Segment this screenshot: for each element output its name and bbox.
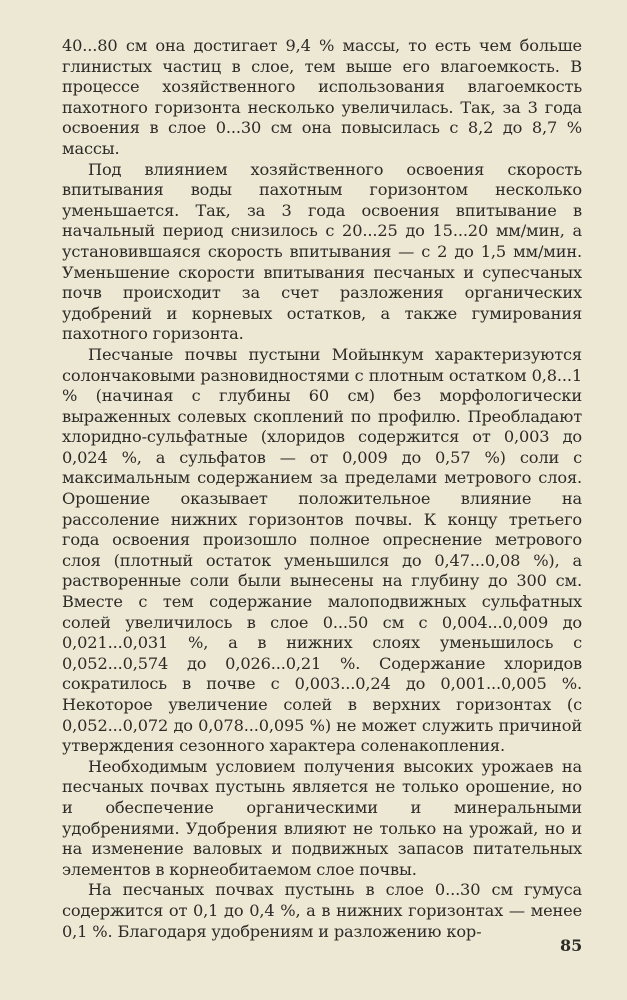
paragraph-2: Под влиянием хозяйственного освоения скорость впитывания воды пахотным горизонтом несколько уменьшается. Так, за 3 года освоения впитывание в начальный период снизилось с 20...25 до 15...20 мм/мин, а установившаяся скорость впитывания — с 2 до 1,5 мм/мин. Уменьшение скорости впитывания песчаных и супесчаных почв происходит за счет разложения органических удобрений и корневых остатков, а также гумирования пахотного горизонта. xyxy=(62,159,582,344)
paragraph-4: Необходимым условием получения высоких урожаев на песчаных почвах пустынь является не только орошение, но и обеспечение органическими и минеральными удобрениями. Удобрения влияют не только на урожай, но и на изменение валовых и подвижных запасов питательных элементов в корнеобитаемом слое почвы. xyxy=(62,756,582,879)
page-number: 85 xyxy=(560,936,583,955)
paragraph-1: 40...80 см она достигает 9,4 % массы, то есть чем больше глинистых частиц в слое, тем выше его влагоемкость. В процессе хозяйственного использования влагоемкость пахотного горизонта несколько увеличилась. Так, за 3 года освоения в слое 0...30 см она повысилась с 8,2 до 8,7 % массы. xyxy=(62,36,582,158)
paragraph-3: Песчаные почвы пустыни Мойынкум характеризуются солончаковыми разновидностями с плотным остатком 0,8...1 % (начиная с глубины 60 см) без морфологически выраженных солевых скоплений по профилю. Преобладают хлоридно-сульфатные (хлоридов содержится от 0,003 до 0,024 %, а сульфатов — от 0,009 до 0,57 %) соли с максимальным содержанием за пределами метрового слоя. Орошение оказывает положительное влияние на рассоление нижних горизонтов почвы. К концу третьего года освоения произошло полное опреснение метрового слоя (плотный остаток уменьшился до 0,47...0,08 %), а растворенные соли были вынесены на глубину до 300 см. Вместе с тем содержание малоподвижных сульфатных солей увеличилось в слое 0...50 см с 0,004...0,009 до 0,021...0,031 %, а в нижних слоях уменьшилось с 0,052...0,574 до 0,026...0,21 %. Содержание хлоридов сократилось в почве с 0,003...0,24 до 0,001...0,005 %. Некоторое увеличение солей в верхних горизонтах (с 0,052...0,072 до 0,078...0,095 %) не может служить причиной утверждения сезонного характера соленакопления. xyxy=(62,344,582,756)
body-text xyxy=(62,36,582,942)
paragraph-5: На песчаных почвах пустынь в слое 0...30 см гумуса содержится от 0,1 до 0,4 %, а в нижних горизонтах — менее 0,1 %. Благодаря удобрениям и разложению кор- xyxy=(62,880,582,941)
